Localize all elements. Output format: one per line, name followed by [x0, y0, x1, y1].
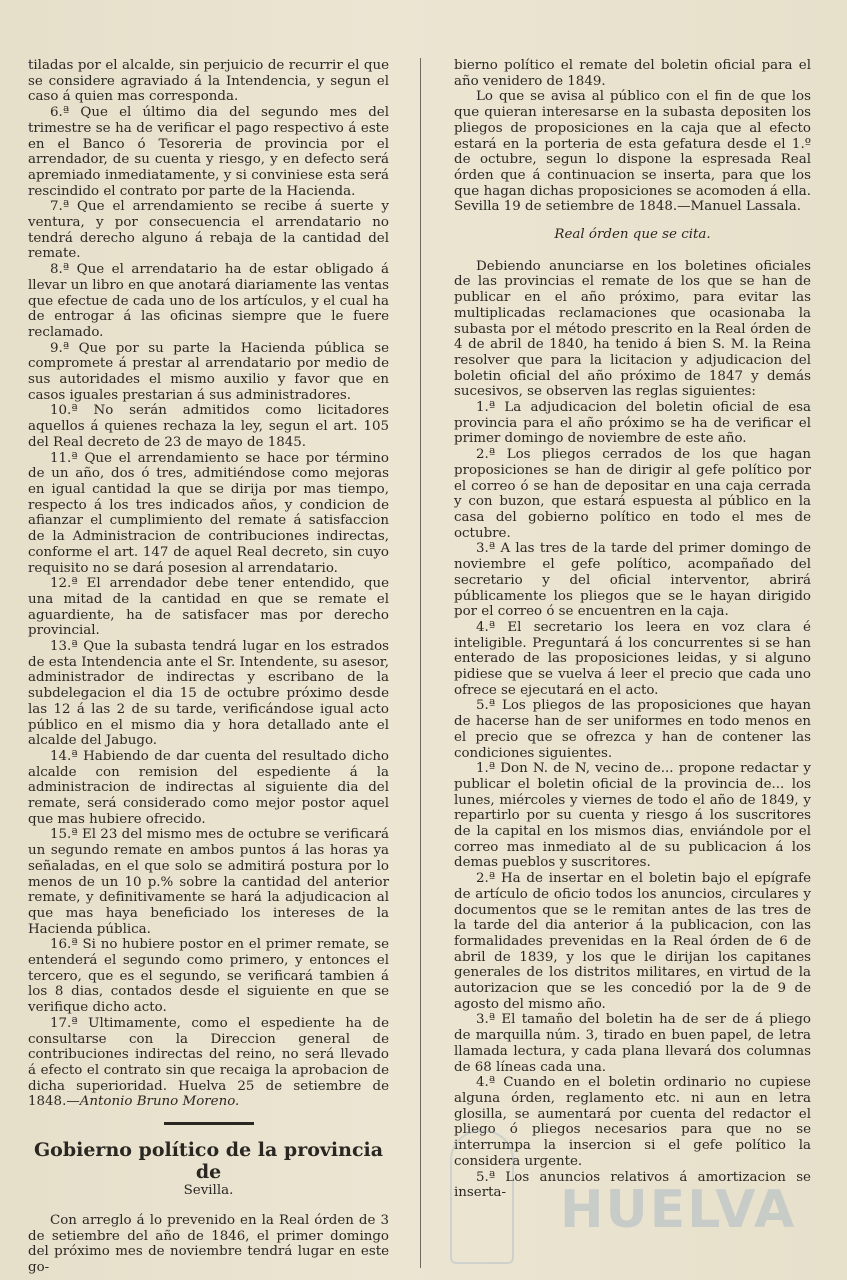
paragraph: 15.ª El 23 del mismo mes de octubre se verificará un segundo remate en ambos puntos á las horas ya señaladas, en el que solo se admitirá postura por lo menos de un 10 p.% sobre la cantidad del anterior remate, y definitivamente se hará la adjudicacion al que mas haya beneficiado los intereses de la Hacienda pública. — [28, 827, 389, 937]
paragraph: 13.ª Que la subasta tendrá lugar en los estrados de esta Intendencia ante el Sr. Intendente, su asesor, administrador de indirectas y escribano de la subdelegacion el dia 15 de octubre próximo desde las 12 á las 2 de su tarde, verificándose igual acto público en el mismo dia y hora detallado ante el alcalde del Jabugo. — [28, 639, 389, 749]
signature-name: Antonio Bruno Moreno. — [79, 1094, 240, 1110]
right-column — [454, 58, 811, 1201]
column-divider — [420, 58, 421, 1268]
paragraph: 3.ª A las tres de la tarde del primer domingo de noviembre el gefe político, acompañado del secretario y del oficial interventor, abrirá públicamente los pliegos que se le hayan dirigido por el correo ó se encuentren en la caja. — [454, 541, 811, 620]
paragraph: 8.ª Que el arrendatario ha de estar obligado á llevar un libro en que anotará diariamente las ventas que efectue de cada uno de los artículos, y el cual ha de entrogar á las oficinas siempre que le fuere reclamado. — [28, 262, 389, 340]
section-subtitle: Sevilla. — [183, 1183, 234, 1199]
paragraph: 2.ª Ha de insertar en el boletin bajo el epígrafe de artículo de oficio todos los anuncios, circulares y documentos que se le remitan antes de las tres de la tarde del dia anterior á la publicacion, con las formalidades prevenidas en la Real órden de 6 de abril de 1839, y los que le dirijan los capitanes generales de los distritos militares, en virtud de la autorizacion que se les concedió por la de 9 de agosto del mismo año. — [454, 871, 811, 1012]
paragraph: Lo que se avisa al público con el fin de que los que quieran interesarse en la subasta depositen los pliegos de proposiciones en la caja que al efecto estará en la porteria de esta gefatura desde el 1.º de octubre, segun lo dispone la espresada Real órden que á continuacion se inserta, para que los que hagan dichas proposiciones se acomoden á ella. Sevilla 19 de setiembre de 1848.—Manuel Lassala. — [454, 89, 811, 215]
paragraph: Debiendo anunciarse en los boletines oficiales de las provincias el remate de los que se han de publicar en el año próximo, para evitar las multiplicadas reclamaciones que ocasionaba la subasta por el método prescrito en la Real órden de 4 de abril de 1840, ha tenido á bien S. M. la Reina resolver que para la licitacion y adjudicacion del boletin oficial del año próximo de 1847 y demás sucesivos, se observen las reglas siguientes: — [454, 258, 811, 400]
paragraph: 16.ª Si no hubiere postor en el primer remate, se entenderá el segundo como primero, y entonces el tercero, que es el segundo, se verificará tambien á los 8 dias, contados desde el siguiente en que se verifique dicho acto. — [28, 937, 389, 1016]
paragraph: 4.ª El secretario los leera en voz clara é inteligible. Preguntará á los concurrentes si se han enterado de las proposiciones leidas, y si alguno pidiese que se vuelva á leer el precio que cada uno ofrece se ejecutará en el acto. — [454, 619, 811, 698]
paragraph-text: 17.ª Ultimamente, como el espediente ha de consultarse con la Direccion general de contribuciones indirectas del reino, no será llevado á efecto el contrato sin que recaiga la aprobacion de dicha superioridad. — [28, 1015, 389, 1094]
paragraph: 14.ª Habiendo de dar cuenta del resultado dicho alcalde con remision del espediente á la administracion de indirectas al siguiente dia del remate, será considerado como mejor postor aquel que mas hubiere ofrecido. — [28, 748, 389, 827]
paragraph: 9.ª Que por su parte la Hacienda pública se compromete á prestar al arrendatario por medio de sus autoridades el mismo auxilio y favor que en casos iguales prestarian á sus administradores. — [28, 340, 389, 403]
archive-watermark: HUELVA — [560, 1180, 797, 1240]
archive-seal-icon — [450, 1130, 514, 1264]
paragraph: 3.ª El tamaño del boletin ha de ser de á pliego de marquilla núm. 3, tirado en buen papel, de letra llamada lectura, y cada plana llevará dos columnas de 68 líneas cada una. — [454, 1012, 811, 1075]
signature-date: Huelva 25 de setiembre de 1848.— — [28, 1078, 389, 1110]
paragraph: 11.ª Que el arrendamiento se hace por término de un año, dos ó tres, admitiéndose como mejoras en igual cantidad la que se dirija por mas tiempo, respecto á los tres indicados años, y condicion de afianzar el cumplimiento del remate á satisfaccion de la Administracion de contribuciones indirectas, conforme el art. 147 de aquel Real decreto, sin cuyo requisito no se dará posesion al arrendatario. — [28, 450, 389, 576]
paragraph: Con arreglo á lo prevenido en la Real órden de 3 de setiembre del año de 1846, el primer domingo del próximo mes de noviembre tendrá lugar en este go- — [28, 1212, 389, 1275]
paragraph: 10.ª No serán admitidos como licitadores aquellos á quienes rechaza la ley, segun el art. 105 del Real decreto de 23 de mayo de 1845. — [28, 403, 389, 450]
paragraph: 1.ª Don N. de N, vecino de... propone redactar y publicar el boletin oficial de la provincia de... los lunes, miércoles y viernes de todo el año de 1849, y repartirlo por su cuenta y riesgo á los suscritores de la capital en los mismos dias, enviándole por el correo mas inmediato al de su publicacion á los demas pueblos y suscritores. — [454, 761, 811, 871]
paragraph: 7.ª Que el arrendamiento se recibe á suerte y ventura, y por consecuencia el arrendatario no tendrá derecho alguno á rebaja de la cantidad del remate. — [28, 199, 389, 262]
section-divider — [164, 1122, 254, 1125]
paragraph: 1.ª La adjudicacion del boletin oficial de esa provincia para el año próximo se ha de verificar el primer domingo de noviembre de este año. — [454, 400, 811, 447]
paragraph: 2.ª Los pliegos cerrados de los que hagan proposiciones se han de dirigir al gefe político por el correo ó se han de depositar en una caja cerrada y con buzon, que estará espuesta al público en la casa del gobierno político en todo el mes de octubre. — [454, 447, 811, 541]
paragraph: 5.ª Los pliegos de las proposiciones que hayan de hacerse han de ser uniformes en todo menos en el precio que se ofrezca y han de contener las condiciones siguientes. — [454, 698, 811, 761]
paragraph: 4.ª Cuando en el boletin ordinario no cupiese alguna órden, reglamento etc. ni aun en letra glosilla, se aumentará por cuenta del redactor el pliego ó pliegos necesarios para que no se interrumpa la insercion si el gefe político la considera urgente. — [454, 1075, 811, 1169]
paragraph — [28, 1016, 389, 1110]
paragraph: bierno político el remate del boletin oficial para el año venidero de 1849. — [454, 58, 811, 89]
left-column — [28, 58, 389, 1276]
paragraph: 6.ª Que el último dia del segundo mes del trimestre se ha de verificar el pago respectivo á este en el Banco ó Tesoreria de provincia por el arrendador, de su cuenta y riesgo, y en defecto será apremiado inmediatamente, y si conviniese esta será rescindido el contrato por parte de la Hacienda. — [28, 105, 389, 199]
paragraph: tiladas por el alcalde, sin perjuicio de recurrir el que se considere agraviado á la Intendencia, y segun el caso á quien mas corresponda. — [28, 58, 389, 105]
paragraph: 5.ª Los anuncios relativos á amortizacion se inserta- — [454, 1169, 811, 1201]
subsection-title: Real órden que se cita. — [554, 227, 711, 243]
paragraph: 12.ª El arrendador debe tener entendido, que una mitad de la cantidad en que se remate el aguardiente, ha de satisfacer mas por derecho provincial. — [28, 576, 389, 639]
section-title: Gobierno político de la provincia de — [33, 1139, 384, 1184]
